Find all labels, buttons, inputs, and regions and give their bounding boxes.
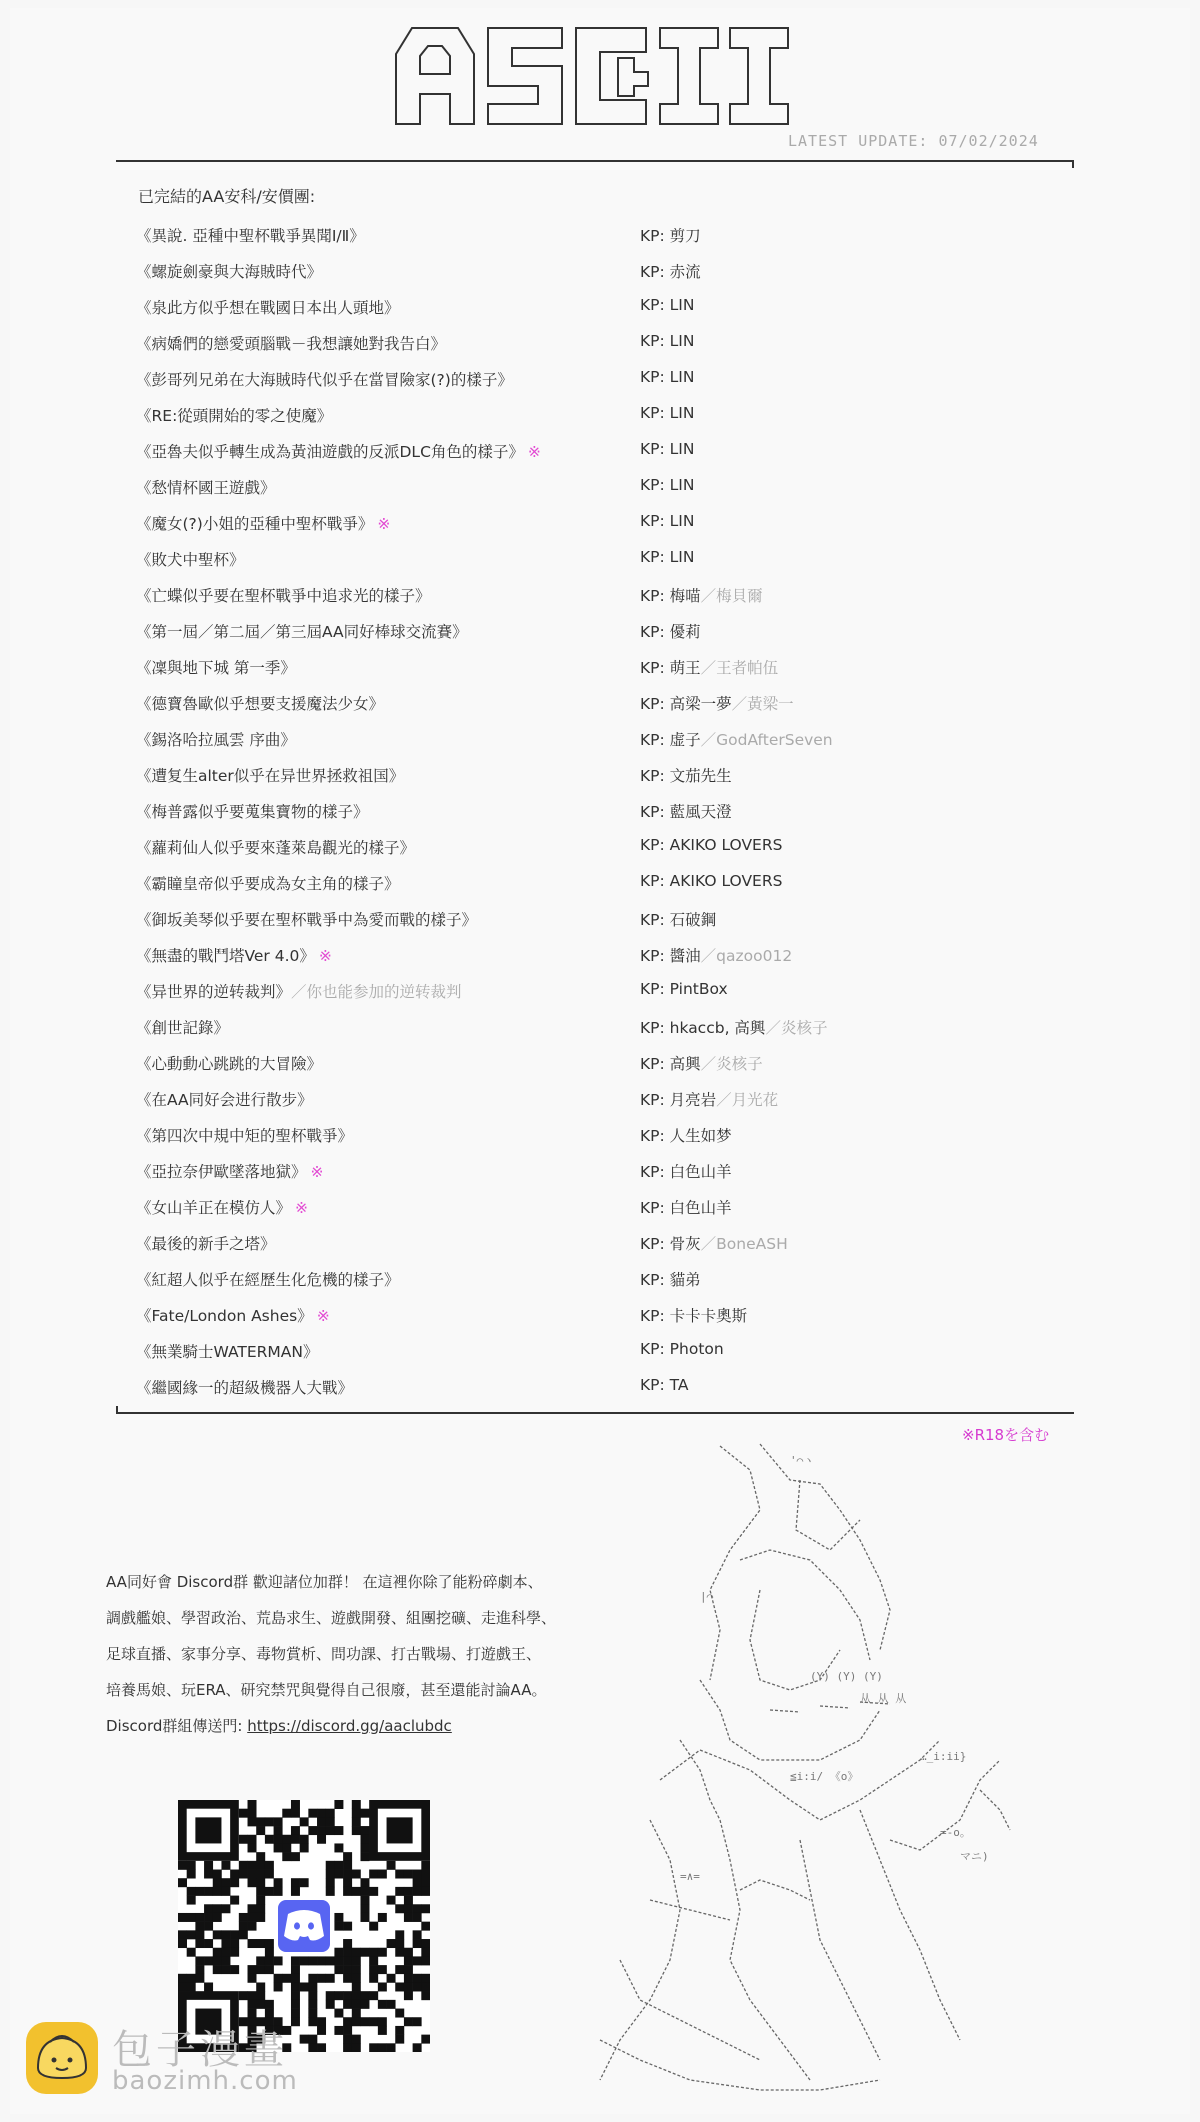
watermark-url: baozimh.com (112, 2066, 298, 2096)
entry-kp-sub: ／梅貝爾 (700, 587, 763, 605)
list-item (136, 362, 1076, 398)
entry-title-text: 《創世記錄》 (136, 1019, 230, 1037)
qr-finder (387, 1817, 413, 1843)
entry-title (136, 548, 245, 570)
entry-title-text: 《第一屆／第二屆／第三屆AA同好棒球交流賽》 (136, 623, 468, 641)
entry-kp-text: KP: 優莉 (640, 623, 701, 641)
list-item (136, 614, 1076, 650)
entry-kp (640, 1052, 763, 1074)
entry-kp (640, 224, 701, 246)
entry-title (136, 512, 390, 534)
list-item (136, 1154, 1076, 1190)
entry-title (136, 368, 513, 390)
list-item (136, 650, 1076, 686)
entry-title-text: 《德寶魯歐似乎想要支援魔法少女》 (136, 695, 385, 713)
entry-title (136, 1232, 276, 1254)
svg-text:≦i:i/ 《o》: ≦i:i/ 《o》 (790, 1770, 859, 1783)
entry-title-text: 《蘿莉仙人似乎要來蓬萊島觀光的樣子》 (136, 839, 416, 857)
entry-title-text: 《御坂美琴似乎要在聖杯戰爭中為愛而戰的樣子》 (136, 911, 478, 929)
entry-kp-text: KP: 梅喵 (640, 587, 701, 605)
entry-title (136, 1088, 313, 1110)
entry-title-text: 《無業騎士WATERMAN》 (136, 1343, 319, 1361)
entry-kp-text: KP: 人生如梦 (640, 1127, 732, 1145)
entry-kp-text: KP: LIN (640, 440, 695, 458)
entry-title-text: 《凜與地下城 第一季》 (136, 659, 296, 677)
list-item (136, 1298, 1076, 1334)
discord-link-label: Discord群組傳送門: (106, 1717, 248, 1735)
entry-title (136, 1124, 353, 1146)
entry-kp-text: KP: 萌王 (640, 659, 701, 677)
entry-title-text: 《亞拉奈伊歐墜落地獄》 (136, 1163, 307, 1181)
list-item (136, 1010, 1076, 1046)
info-line: 培養馬娘、玩ERA、研究禁咒與覺得自己很廢，甚至還能討論AA。 (106, 1681, 547, 1699)
entry-kp-text: KP: LIN (640, 512, 695, 530)
info-line: AA同好會 Discord群 歡迎諸位加群！ 在這裡你除了能粉碎劇本、 (106, 1573, 543, 1591)
list-item (136, 1370, 1076, 1406)
entry-kp (640, 1268, 701, 1290)
entry-kp-text: KP: LIN (640, 476, 695, 494)
list-item (136, 326, 1076, 362)
entry-title (136, 440, 541, 462)
entry-kp-sub: ／BoneASH (700, 1235, 788, 1253)
entry-kp-text: KP: LIN (640, 404, 695, 422)
entry-title (136, 1196, 308, 1218)
entry-kp (640, 980, 728, 998)
r18-mark: ※ (318, 947, 332, 965)
list-item (136, 1046, 1076, 1082)
entry-title (136, 620, 468, 642)
entry-title-text: 《異說. 亞種中聖杯戰爭異聞Ⅰ/Ⅱ》 (136, 227, 365, 245)
entry-title (136, 296, 400, 318)
entry-kp-text: KP: LIN (640, 296, 695, 314)
entry-title-text: 《敗犬中聖杯》 (136, 551, 245, 569)
entry-kp-text: KP: LIN (640, 368, 695, 386)
entry-kp-text: KP: LIN (640, 332, 695, 350)
baozi-logo-icon (24, 2020, 100, 2096)
list-item (136, 434, 1076, 470)
r18-note: ※R18を含む (962, 1426, 1050, 1444)
r18-mark: ※ (316, 1307, 330, 1325)
ascii-art-figure (560, 1440, 1040, 2100)
entry-kp-text: KP: 月亮岩 (640, 1091, 717, 1109)
entry-kp-text: KP: Photon (640, 1340, 724, 1358)
entry-title (136, 980, 462, 1002)
entry-title (136, 1304, 330, 1326)
entry-kp (640, 800, 732, 822)
entry-title (136, 332, 446, 354)
entry-title-text: 《彭哥列兄弟在大海賊時代似乎在當冒險家(?)的樣子》 (136, 371, 513, 389)
entry-kp-text: KP: 石破鋼 (640, 911, 717, 929)
entry-title-text: 《最後的新手之塔》 (136, 1235, 276, 1253)
entry-kp (640, 296, 694, 314)
entry-title (136, 1376, 353, 1398)
entry-kp (640, 260, 701, 282)
entry-kp-text: KP: 文茄先生 (640, 767, 732, 785)
entry-title (136, 1160, 324, 1182)
svg-text:'⌒ヽ: '⌒ヽ (790, 1454, 815, 1467)
entry-title-text: 《遭复生alter似乎在异世界拯救祖国》 (136, 767, 405, 785)
entry-title (136, 584, 431, 606)
entry-title-text: 《泉此方似乎想在戰國日本出人頭地》 (136, 299, 400, 317)
entry-kp (640, 692, 794, 714)
list-item (136, 470, 1076, 506)
entry-title (136, 800, 369, 822)
entry-kp (640, 836, 782, 854)
list-item (136, 542, 1076, 578)
entry-kp-text: KP: LIN (640, 548, 695, 566)
entry-kp-text: KP: 剪刀 (640, 227, 701, 245)
entry-title (136, 728, 296, 750)
list-item (136, 830, 1076, 866)
entry-kp-text: KP: 赤流 (640, 263, 701, 281)
watermark-title: 包子漫畫 (112, 2027, 288, 2073)
entry-title (136, 1052, 322, 1074)
entry-title (136, 476, 276, 498)
latest-update: LATEST UPDATE: 07/02/2024 (788, 132, 1039, 150)
entry-title-text: 《在AA同好会进行散步》 (136, 1091, 313, 1109)
entry-kp (640, 404, 694, 422)
entry-title-text: 《亞魯夫似乎轉生成為黃油遊戲的反派DLC角色的樣子》 (136, 443, 524, 461)
entry-title-text: 《女山羊正在模仿人》 (136, 1199, 292, 1217)
info-line: 足球直播、家事分享、毒物賞析、問功課、打古戰場、打遊戲王、 (106, 1645, 542, 1663)
entry-title (136, 908, 477, 930)
discord-icon (278, 1900, 330, 1952)
entry-kp-text: KP: 白色山羊 (640, 1163, 732, 1181)
list-item (136, 758, 1076, 794)
entry-title (136, 692, 384, 714)
svg-text:=∧=: =∧= (680, 1870, 700, 1883)
entry-kp-text: KP: TA (640, 1376, 689, 1394)
list-item (136, 398, 1076, 434)
list-item (136, 974, 1076, 1010)
entry-kp (640, 944, 792, 966)
entry-title-text: 《霸瞳皇帝似乎要成為女主角的樣子》 (136, 875, 400, 893)
entry-title (136, 404, 332, 426)
svg-text:…_i:ii}: …_i:ii} (920, 1750, 967, 1763)
list-item (136, 1118, 1076, 1154)
entry-kp (640, 1016, 827, 1038)
r18-mark: ※ (310, 1163, 324, 1181)
r18-mark: ※ (527, 443, 541, 461)
entry-title (136, 836, 415, 858)
entry-kp (640, 764, 732, 786)
r18-mark: ※ (295, 1199, 309, 1217)
entry-kp-text: KP: AKIKO LOVERS (640, 836, 783, 854)
list-item (136, 254, 1076, 290)
top-divider (116, 160, 1074, 168)
entry-title-text: 《繼國緣一的超級機器人大戰》 (136, 1379, 354, 1397)
list-item (136, 686, 1076, 722)
entry-title-text: 《螺旋劍豪與大海賊時代》 (136, 263, 323, 281)
list-item (136, 866, 1076, 902)
entry-title (136, 1268, 400, 1290)
svg-text:(Y) (Y) (Y): (Y) (Y) (Y) (810, 1670, 883, 1683)
entry-kp (640, 368, 694, 386)
entry-kp (640, 1196, 732, 1218)
entry-kp (640, 1088, 778, 1110)
list-item (136, 938, 1076, 974)
list-item (136, 1262, 1076, 1298)
discord-invite-link[interactable]: https://discord.gg/aaclubdc (247, 1717, 452, 1735)
entry-title-text: 《紅超人似乎在經歷生化危機的樣子》 (136, 1271, 400, 1289)
section-title: 已完結的AA安科/安價團: (138, 187, 316, 206)
entry-title (136, 1340, 318, 1362)
entry-kp (640, 620, 701, 642)
entry-kp-text: KP: 貓弟 (640, 1271, 701, 1289)
entry-title (136, 224, 365, 246)
entry-kp-sub: ／月光花 (716, 1091, 779, 1109)
entry-title (136, 944, 332, 966)
entry-kp-text: KP: PintBox (640, 980, 728, 998)
entry-kp (640, 512, 694, 530)
entry-kp-sub: ／炎核子 (765, 1019, 828, 1037)
entry-kp-sub: ／qazoo012 (700, 947, 793, 965)
entry-title (136, 1016, 229, 1038)
info-line: 調戲艦娘、學習政治、荒島求生、遊戲開發、組團挖礦、走進科學、 (106, 1609, 557, 1627)
campaign-list (136, 218, 1076, 1406)
entry-kp-text: KP: 高梁一夢 (640, 695, 732, 713)
list-item (136, 1082, 1076, 1118)
entry-kp (640, 1340, 724, 1358)
list-item (136, 506, 1076, 542)
entry-kp (640, 476, 694, 494)
bottom-divider (116, 1406, 1074, 1414)
entry-kp-text: KP: 醬油 (640, 947, 701, 965)
discord-info (106, 1564, 626, 1744)
list-item (136, 794, 1076, 830)
svg-text:=-o。: =-o。 (940, 1826, 971, 1839)
entry-kp (640, 1160, 732, 1182)
entry-kp (640, 908, 716, 930)
entry-kp (640, 1304, 747, 1326)
entry-kp (640, 584, 763, 606)
entry-title-text: 《病嬌們的戀愛頭腦戰－我想讓她對我告白》 (136, 335, 447, 353)
entry-kp (640, 872, 782, 890)
entry-kp-sub: ／炎核子 (700, 1055, 763, 1073)
discord-qr-code[interactable] (178, 1800, 430, 2052)
r18-mark: ※ (377, 515, 391, 533)
entry-title-text: 《第四次中規中矩的聖杯戰爭》 (136, 1127, 354, 1145)
entry-kp-text: KP: 卡卡卡奧斯 (640, 1307, 748, 1325)
entry-title-text: 《亡蝶似乎要在聖杯戰爭中追求光的樣子》 (136, 587, 431, 605)
list-item (136, 1226, 1076, 1262)
entry-kp-text: KP: 高興 (640, 1055, 701, 1073)
list-item (136, 290, 1076, 326)
entry-kp (640, 1124, 732, 1146)
list-item (136, 1190, 1076, 1226)
entry-title (136, 260, 322, 282)
entry-kp (640, 440, 694, 458)
entry-kp (640, 548, 694, 566)
entry-title-text: 《錫洛哈拉風雲 序曲》 (136, 731, 296, 749)
entry-title-text: 《梅普露似乎要蒐集寶物的樣子》 (136, 803, 369, 821)
entry-kp-sub: ／王者帕伍 (700, 659, 779, 677)
entry-kp-sub: ／GodAfterSeven (700, 731, 833, 749)
entry-title-text: 《心動動心跳跳的大冒險》 (136, 1055, 323, 1073)
entry-kp-text: KP: AKIKO LOVERS (640, 872, 783, 890)
entry-title-sub: ／你也能参加的逆转裁判 (291, 983, 462, 1001)
list-item (136, 1334, 1076, 1370)
discord-link-row (106, 1708, 626, 1744)
entry-title-text: 《RE:從頭開始的零之使魔》 (136, 407, 333, 425)
svg-text:|⌒: |⌒ (700, 1590, 714, 1603)
entry-kp-text: KP: 虚子 (640, 731, 701, 749)
entry-title-text: 《無盡的戰鬥塔Ver 4.0》 (136, 947, 315, 965)
entry-kp-text: KP: 骨灰 (640, 1235, 701, 1253)
entry-title-text: 《愁情杯國王遊戲》 (136, 479, 276, 497)
svg-text:マニ): マニ) (960, 1850, 989, 1863)
list-item (136, 902, 1076, 938)
entry-title-text: 《异世界的逆转裁判》 (136, 983, 292, 1001)
entry-title (136, 656, 296, 678)
entry-kp (640, 1232, 788, 1254)
ascii-logo (392, 24, 792, 128)
entry-title-text: 《Fate/London Ashes》 (136, 1307, 313, 1325)
entry-kp (640, 728, 833, 750)
svg-text:从 从 从: 从 从 从 (860, 1692, 907, 1705)
entry-kp-text: KP: 藍風天澄 (640, 803, 732, 821)
entry-kp (640, 656, 778, 678)
entry-title (136, 764, 404, 786)
entry-kp (640, 332, 694, 350)
entry-title-text: 《魔女(?)小姐的亞種中聖杯戰爭》 (136, 515, 374, 533)
entry-title (136, 872, 400, 894)
entry-kp-text: KP: 白色山羊 (640, 1199, 732, 1217)
list-item (136, 578, 1076, 614)
qr-finder (195, 1817, 221, 1843)
entry-kp-sub: ／黃梁一 (731, 695, 794, 713)
entry-kp-text: KP: hkaccb, 高興 (640, 1019, 766, 1037)
entry-kp (640, 1376, 689, 1394)
list-item (136, 722, 1076, 758)
list-item (136, 218, 1076, 254)
